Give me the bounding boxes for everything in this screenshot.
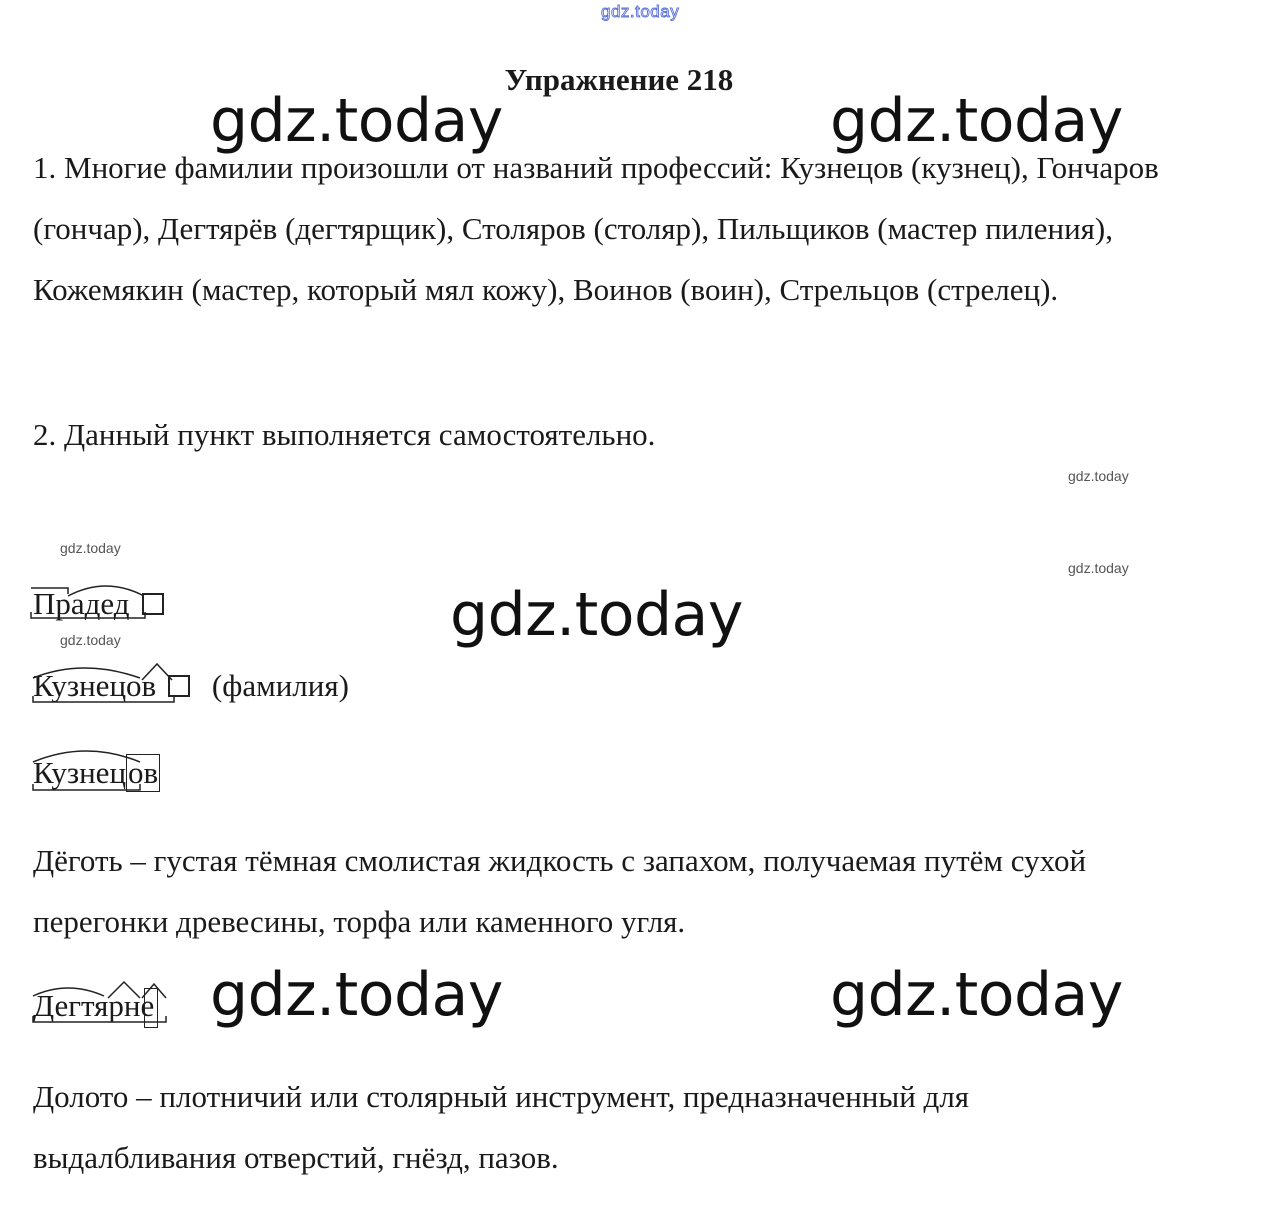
morph-marks-word-3 <box>28 744 188 794</box>
morph-word-stem: Кузнец <box>33 755 127 790</box>
watermark-large: gdz.today <box>830 960 1123 1030</box>
watermark-small: gdz.today <box>60 540 121 556</box>
watermark-large: gdz.today <box>210 86 503 156</box>
watermark-small: gdz.today <box>60 632 121 648</box>
answer-paragraph-2: 2. Данный пункт выполняется самостоятельно. <box>33 417 656 452</box>
page-title: Упражнение 218 <box>504 62 734 97</box>
ending-box: ов <box>128 755 159 790</box>
answer-paragraph-3: Дёготь – густая тёмная смолистая жидкость с запахом, получаемая путём сухой перегонки древесины, торфа или каменного угля. <box>33 843 1087 939</box>
watermark-large: gdz.today <box>210 960 503 1030</box>
morph-marks-word-1 <box>28 582 158 622</box>
watermark-large: gdz.today <box>830 86 1123 156</box>
watermark-large: gdz.today <box>450 580 743 650</box>
morph-marks-word-2 <box>28 660 188 706</box>
answer-paragraph-1: 1. Многие фамилии произошли от названий профессий: Кузнецов (кузнец), Гончаров (гончар), Дегтярёв (дегтярщик), Столяров (столяр), Пильщиков (мастер пиления), Кожемякин (мастер, который мял кожу), Воинов (воин), Стрельцов (стрелец). <box>33 150 1159 307</box>
watermark-top: gdz.today <box>601 2 680 21</box>
answer-paragraph-4: Долото – плотничий или столярный инструмент, предназначенный для выдалбливания отверстий, гнёзд, пазов. <box>33 1079 970 1175</box>
morph-marks-word-4 <box>28 976 188 1026</box>
morph-word-text: Кузнецов <box>33 668 157 703</box>
watermark-small: gdz.today <box>1068 468 1129 484</box>
watermark-small: gdz.today <box>1068 560 1129 576</box>
morph-word-text: Прадед <box>33 586 130 621</box>
morph-note: (фамилия) <box>211 668 349 703</box>
morph-word-text: Дегтярне <box>33 988 155 1023</box>
